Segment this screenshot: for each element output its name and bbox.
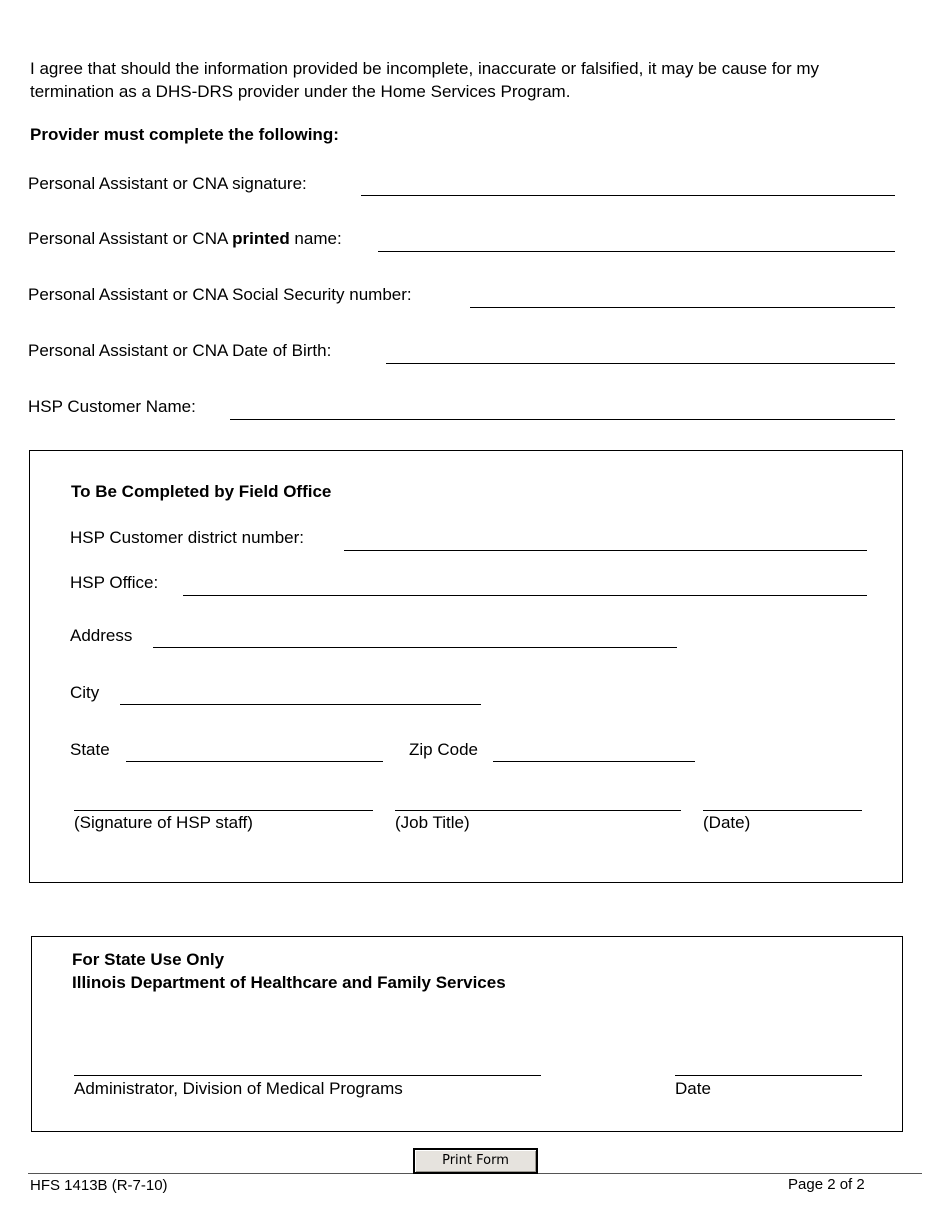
address-label: Address xyxy=(70,626,133,645)
district-label: HSP Customer district number: xyxy=(70,528,304,547)
administrator-caption: Administrator, Division of Medical Programs xyxy=(74,1079,403,1098)
city-field[interactable] xyxy=(120,704,481,705)
printed-name-label xyxy=(28,229,342,249)
printed-name-label-prefix: Personal Assistant or CNA xyxy=(28,229,233,248)
printed-name-label-suffix: name: xyxy=(289,229,342,248)
administrator-date-caption: Date xyxy=(675,1079,711,1098)
office-label: HSP Office: xyxy=(70,573,159,592)
address-field[interactable] xyxy=(153,647,677,648)
printed-name-label-emphasis: printed xyxy=(232,229,290,248)
customer-name-field[interactable] xyxy=(230,419,895,420)
print-form-button[interactable]: Print Form xyxy=(413,1148,538,1174)
job-title-caption: (Job Title) xyxy=(395,813,470,832)
dob-field[interactable] xyxy=(386,363,895,364)
customer-name-label: HSP Customer Name: xyxy=(28,397,196,416)
department-heading: Illinois Department of Healthcare and Family Services xyxy=(72,973,506,992)
page-indicator: Page 2 of 2 xyxy=(788,1176,865,1193)
agreement-line-1: I agree that should the information provided be incomplete, inaccurate or falsified, it may be cause for my xyxy=(30,59,820,78)
state-use-heading: For State Use Only xyxy=(72,950,225,969)
city-label: City xyxy=(70,683,100,702)
agreement-line-2: termination as a DHS-DRS provider under the Home Services Program. xyxy=(30,82,571,101)
zip-field[interactable] xyxy=(493,761,695,762)
signature-field[interactable] xyxy=(361,195,895,196)
ssn-field[interactable] xyxy=(470,307,895,308)
printed-name-field[interactable] xyxy=(378,251,895,252)
office-field[interactable] xyxy=(183,595,867,596)
administrator-date-field[interactable] xyxy=(675,1075,862,1076)
state-field[interactable] xyxy=(126,761,383,762)
staff-signature-caption: (Signature of HSP staff) xyxy=(74,813,253,832)
staff-signature-field[interactable] xyxy=(74,810,373,811)
form-number: HFS 1413B (R-7-10) xyxy=(30,1177,168,1194)
state-label: State xyxy=(70,740,110,759)
district-field[interactable] xyxy=(344,550,867,551)
zip-label: Zip Code xyxy=(409,740,478,759)
signature-label: Personal Assistant or CNA signature: xyxy=(28,174,307,193)
staff-date-caption: (Date) xyxy=(703,813,751,832)
staff-date-field[interactable] xyxy=(703,810,862,811)
field-office-heading: To Be Completed by Field Office xyxy=(71,482,332,501)
dob-label: Personal Assistant or CNA Date of Birth: xyxy=(28,341,332,360)
administrator-signature-field[interactable] xyxy=(74,1075,541,1076)
provider-heading: Provider must complete the following: xyxy=(30,125,339,144)
job-title-field[interactable] xyxy=(395,810,681,811)
ssn-label: Personal Assistant or CNA Social Security number: xyxy=(28,285,412,304)
